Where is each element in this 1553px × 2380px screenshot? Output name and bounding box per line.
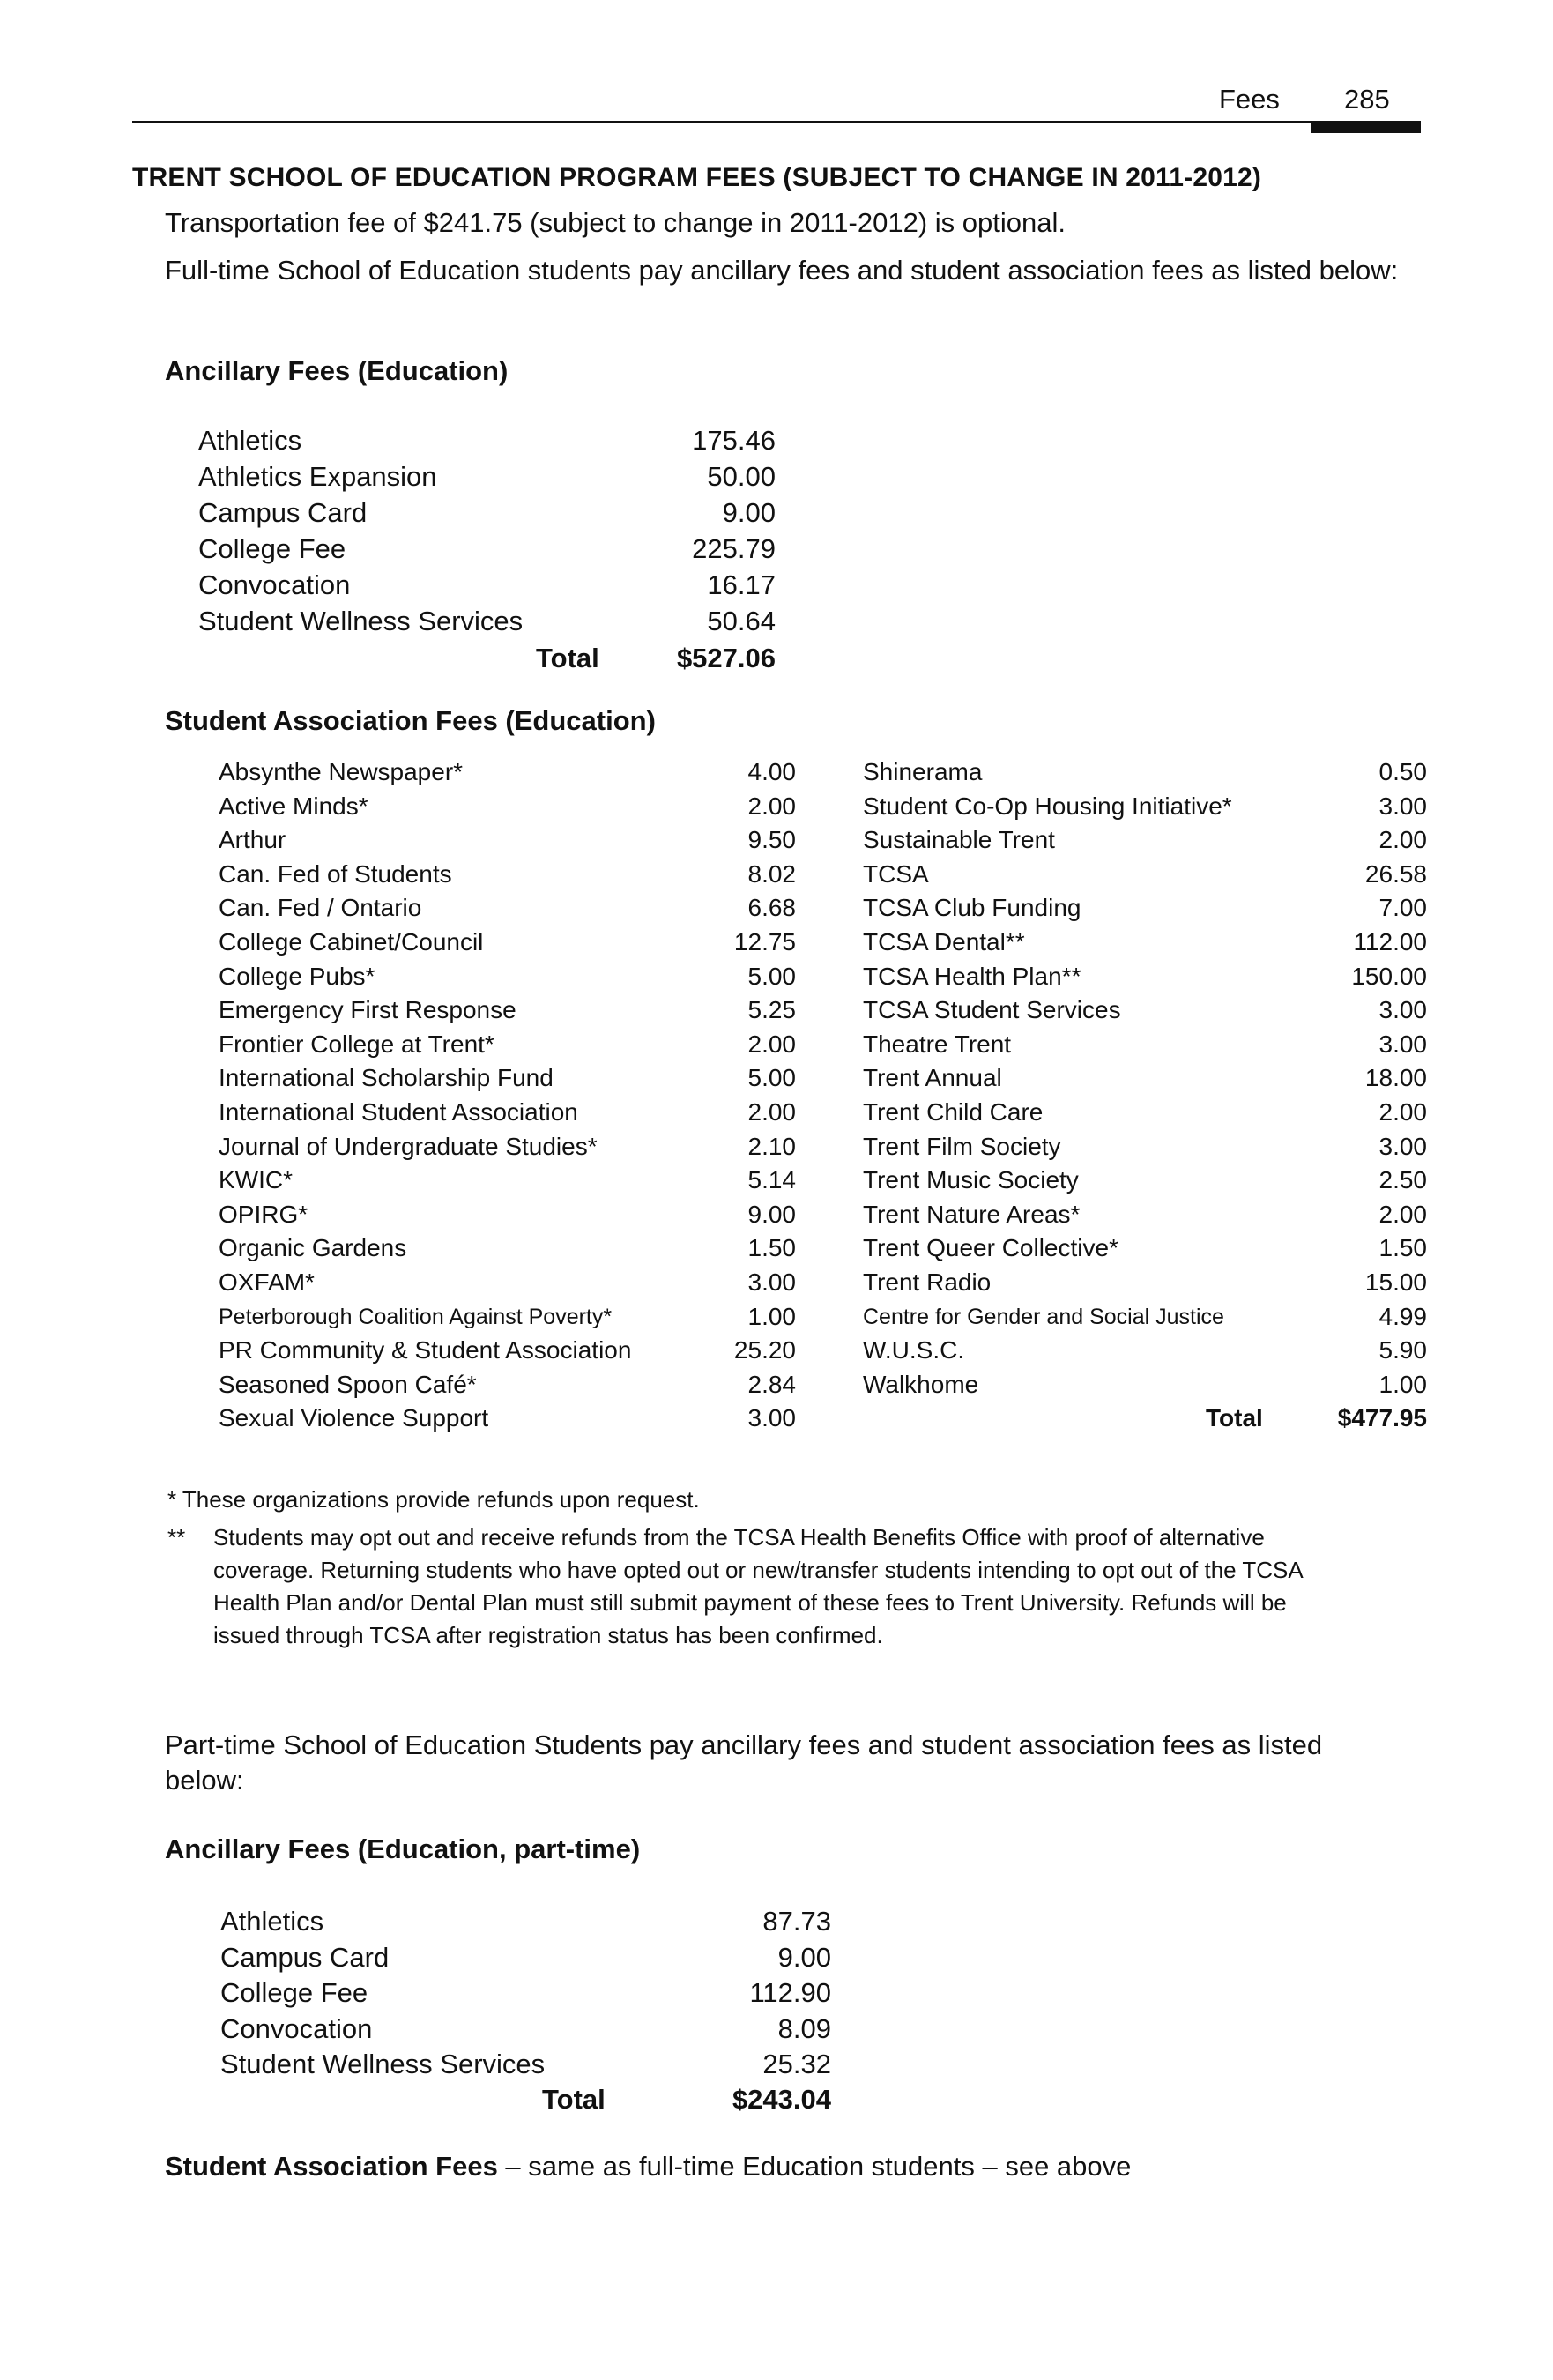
header-rule-tab xyxy=(1311,121,1421,133)
header-rule xyxy=(132,121,1421,123)
total-label: Total xyxy=(536,643,599,673)
sa-label: W.U.S.C. xyxy=(863,1336,965,1365)
fee-label: Convocation xyxy=(198,569,351,600)
sa-amount: 26.58 xyxy=(1364,859,1427,888)
sa-row xyxy=(219,993,796,1027)
ancillary-parttime-heading: Ancillary Fees (Education, part-time) xyxy=(165,1833,641,1864)
sa-label: OXFAM* xyxy=(219,1268,315,1296)
running-header-section: Fees xyxy=(1219,84,1280,115)
sa-amount: 12.75 xyxy=(733,928,796,956)
sa-row xyxy=(863,1028,1427,1061)
sa-row xyxy=(219,1368,796,1402)
sa-row xyxy=(863,1198,1427,1231)
sa-row xyxy=(863,823,1427,857)
sa-label: Walkhome xyxy=(863,1370,979,1398)
sa-row xyxy=(863,858,1427,891)
fee-row xyxy=(198,423,776,458)
sa-amount: 0.50 xyxy=(1378,758,1427,785)
sa-label: TCSA Student Services xyxy=(863,996,1121,1024)
sa-row xyxy=(219,1096,796,1129)
fee-row xyxy=(198,459,776,495)
fee-amount: 16.17 xyxy=(707,569,776,600)
student-association-heading: Student Association Fees (Education) xyxy=(165,705,656,736)
sa-label: Trent Radio xyxy=(863,1268,992,1296)
fee-row xyxy=(220,1975,831,2011)
fee-row xyxy=(220,1940,831,1975)
sa-label: Trent Queer Collective* xyxy=(863,1234,1118,1262)
sa-label: TCSA Club Funding xyxy=(863,894,1081,922)
sa-amount: 3.00 xyxy=(1378,792,1427,820)
total-amount: $477.95 xyxy=(1337,1404,1427,1432)
sa-amount: 5.25 xyxy=(747,996,796,1024)
sa-label: Trent Annual xyxy=(863,1064,1002,1092)
sa-amount: 3.00 xyxy=(1378,1132,1427,1160)
sa-label: Arthur xyxy=(219,826,286,854)
fee-label: Student Wellness Services xyxy=(198,606,524,636)
fee-label: Convocation xyxy=(220,2012,373,2044)
sa-amount: 2.84 xyxy=(747,1370,796,1398)
sa-row xyxy=(863,1231,1427,1265)
sa-row xyxy=(219,1061,796,1095)
sa-amount: 8.02 xyxy=(747,859,796,888)
sa-amount: 2.00 xyxy=(1378,826,1427,854)
sa-label: Active Minds* xyxy=(219,792,368,820)
sa-label: Can. Fed / Ontario xyxy=(219,894,422,922)
sa-amount: 5.14 xyxy=(747,1166,796,1194)
sa-label: International Scholarship Fund xyxy=(219,1064,554,1092)
sa-label: Trent Film Society xyxy=(863,1132,1061,1160)
sa-label: College Cabinet/Council xyxy=(219,928,484,956)
sa-label: KWIC* xyxy=(219,1166,293,1194)
sa-amount: 3.00 xyxy=(1378,1030,1427,1058)
closing-bold: Student Association Fees xyxy=(165,2151,498,2182)
sa-amount: 4.99 xyxy=(1378,1302,1427,1330)
sa-label: Trent Music Society xyxy=(863,1166,1079,1194)
sa-row xyxy=(219,1231,796,1265)
sa-amount: 5.90 xyxy=(1378,1336,1427,1365)
sa-row xyxy=(863,1096,1427,1129)
footnote-line: coverage. Returning students who have opted out or new/transfer students intending to opt out of the TCSA xyxy=(213,1557,1304,1583)
sa-label: OPIRG* xyxy=(219,1200,308,1228)
sa-row xyxy=(219,1198,796,1231)
sa-label: Organic Gardens xyxy=(219,1234,407,1262)
fee-amount: 87.73 xyxy=(762,1906,831,1937)
sa-row xyxy=(863,926,1427,959)
sa-row xyxy=(219,1164,796,1197)
sa-row xyxy=(219,1130,796,1164)
sa-amount: 9.50 xyxy=(747,826,796,854)
sa-row xyxy=(863,1130,1427,1164)
sa-label: Theatre Trent xyxy=(863,1030,1012,1058)
sa-row xyxy=(863,960,1427,993)
sa-row xyxy=(863,1266,1427,1299)
sa-amount: 1.00 xyxy=(1378,1370,1427,1398)
fee-amount: 9.00 xyxy=(777,1941,831,1973)
sa-amount: 2.00 xyxy=(747,1098,796,1126)
fee-amount: 50.64 xyxy=(707,606,776,636)
sa-label: College Pubs* xyxy=(219,962,375,990)
fee-amount: 9.00 xyxy=(722,497,776,528)
fulltime-paragraph: Full-time School of Education students pay ancillary fees and student association fees as listed below: xyxy=(165,255,1399,286)
sa-amount: 2.50 xyxy=(1378,1166,1427,1194)
fee-amount: 175.46 xyxy=(692,425,776,456)
sa-label: International Student Association xyxy=(219,1098,578,1126)
fee-row xyxy=(198,568,776,603)
footnote-line: issued through TCSA after registration status has been confirmed. xyxy=(213,1622,883,1648)
sa-row xyxy=(219,1028,796,1061)
fee-row xyxy=(198,532,776,567)
sa-amount: 150.00 xyxy=(1351,962,1427,990)
sa-row xyxy=(219,1334,796,1367)
sa-label: TCSA xyxy=(863,859,929,888)
sa-amount: 15.00 xyxy=(1364,1268,1427,1296)
fee-amount: 50.00 xyxy=(707,461,776,492)
sa-amount: 9.00 xyxy=(747,1200,796,1228)
ancillary-fulltime-heading: Ancillary Fees (Education) xyxy=(165,355,509,386)
sa-amount: 3.00 xyxy=(1378,996,1427,1024)
sa-label: Trent Child Care xyxy=(863,1098,1044,1126)
fee-row xyxy=(198,495,776,531)
sa-amount: 1.00 xyxy=(747,1302,796,1330)
sa-label: Student Co-Op Housing Initiative* xyxy=(863,792,1232,820)
fee-row xyxy=(220,2012,831,2047)
sa-amount: 112.00 xyxy=(1353,928,1427,956)
total-label: Total xyxy=(1206,1404,1263,1432)
sa-label: TCSA Dental** xyxy=(863,928,1025,956)
sa-label: Frontier College at Trent* xyxy=(219,1030,494,1058)
sa-label: Journal of Undergraduate Studies* xyxy=(219,1132,598,1160)
total-amount: $243.04 xyxy=(732,2084,831,2115)
sa-label: TCSA Health Plan** xyxy=(863,962,1081,990)
sa-amount: 2.00 xyxy=(747,792,796,820)
fee-label: Athletics xyxy=(220,1906,324,1937)
sa-row xyxy=(863,1061,1427,1095)
fee-amount: 8.09 xyxy=(777,2012,831,2044)
sa-row xyxy=(863,1334,1427,1367)
fee-row xyxy=(220,1904,831,1939)
sa-row xyxy=(219,926,796,959)
sa-amount: 5.00 xyxy=(747,1064,796,1092)
sa-label: Peterborough Coalition Against Poverty* xyxy=(219,1304,613,1329)
sa-label: PR Community & Student Association xyxy=(219,1336,632,1365)
sa-amount: 6.68 xyxy=(747,894,796,922)
sa-amount: 5.00 xyxy=(747,962,796,990)
fee-amount: 225.79 xyxy=(692,533,776,564)
sa-label: Absynthe Newspaper* xyxy=(219,758,464,785)
closing-rest: – same as full-time Education students – see above xyxy=(497,2151,1132,2182)
sa-row xyxy=(219,1300,796,1334)
footnote-double-marker: ** xyxy=(167,1524,186,1551)
sa-label: Sustainable Trent xyxy=(863,826,1055,854)
sa-row xyxy=(219,960,796,993)
footnote-line: Students may opt out and receive refunds from the TCSA Health Benefits Office with proof of alternative xyxy=(213,1524,1265,1551)
fee-label: Athletics Expansion xyxy=(198,461,437,492)
page-title: TRENT SCHOOL OF EDUCATION PROGRAM FEES (SUBJECT TO CHANGE IN 2011-2012) xyxy=(132,163,1262,192)
sa-row xyxy=(863,1368,1427,1402)
fee-amount: 112.90 xyxy=(749,1977,831,2008)
sa-amount: 2.00 xyxy=(747,1030,796,1058)
fee-label: Student Wellness Services xyxy=(220,2049,546,2079)
sa-amount: 3.00 xyxy=(747,1268,796,1296)
sa-label: Trent Nature Areas* xyxy=(863,1200,1081,1228)
sa-row xyxy=(219,823,796,857)
sa-row xyxy=(863,790,1427,823)
transport-paragraph: Transportation fee of $241.75 (subject to change in 2011-2012) is optional. xyxy=(165,207,1066,238)
sa-label: Seasoned Spoon Café* xyxy=(219,1370,477,1398)
sa-amount: 2.00 xyxy=(1378,1200,1427,1228)
sa-label: Centre for Gender and Social Justice xyxy=(863,1304,1224,1329)
sa-amount: 1.50 xyxy=(747,1234,796,1262)
parttime-paragraph: Part-time School of Education Students pay ancillary fees and student association fees as listed below: xyxy=(165,1729,1323,1796)
sa-row xyxy=(863,891,1427,925)
sa-amount: 2.00 xyxy=(1378,1098,1427,1126)
sa-amount: 1.50 xyxy=(1378,1234,1427,1262)
fee-label: Campus Card xyxy=(220,1941,390,1973)
sa-label: Can. Fed of Students xyxy=(219,859,452,888)
page-number: 285 xyxy=(1344,84,1390,115)
fee-label: Campus Card xyxy=(198,497,368,528)
sa-amount: 4.00 xyxy=(747,758,796,785)
fee-label: College Fee xyxy=(220,1977,368,2008)
total-amount: $527.06 xyxy=(676,643,776,673)
fee-amount: 25.32 xyxy=(762,2049,831,2079)
footnote-line: Health Plan and/or Dental Plan must still submit payment of these fees to Trent University. Refunds will be xyxy=(213,1589,1287,1616)
sa-amount: 18.00 xyxy=(1364,1064,1427,1092)
sa-row xyxy=(219,858,796,891)
sa-row xyxy=(863,1164,1427,1197)
sa-amount: 7.00 xyxy=(1378,894,1427,922)
sa-label: Emergency First Response xyxy=(219,996,516,1024)
sa-label: Sexual Violence Support xyxy=(219,1404,489,1432)
fee-row xyxy=(220,2047,831,2082)
footnote-single: * These organizations provide refunds upon request. xyxy=(167,1486,700,1513)
fee-label: Athletics xyxy=(198,425,302,456)
fee-row xyxy=(198,604,776,639)
sa-amount: 3.00 xyxy=(747,1404,796,1432)
sa-row xyxy=(863,993,1427,1027)
sa-row xyxy=(219,1266,796,1299)
fee-label: College Fee xyxy=(198,533,346,564)
sa-row xyxy=(863,755,1427,789)
sa-row xyxy=(863,1300,1427,1334)
sa-amount: 25.20 xyxy=(733,1336,796,1365)
sa-label: Shinerama xyxy=(863,758,983,785)
sa-row xyxy=(219,1402,796,1435)
sa-amount: 2.10 xyxy=(747,1132,796,1160)
sa-row xyxy=(219,790,796,823)
sa-row xyxy=(219,755,796,789)
total-label: Total xyxy=(542,2084,606,2115)
closing-line xyxy=(165,2151,1131,2183)
sa-row xyxy=(219,891,796,925)
